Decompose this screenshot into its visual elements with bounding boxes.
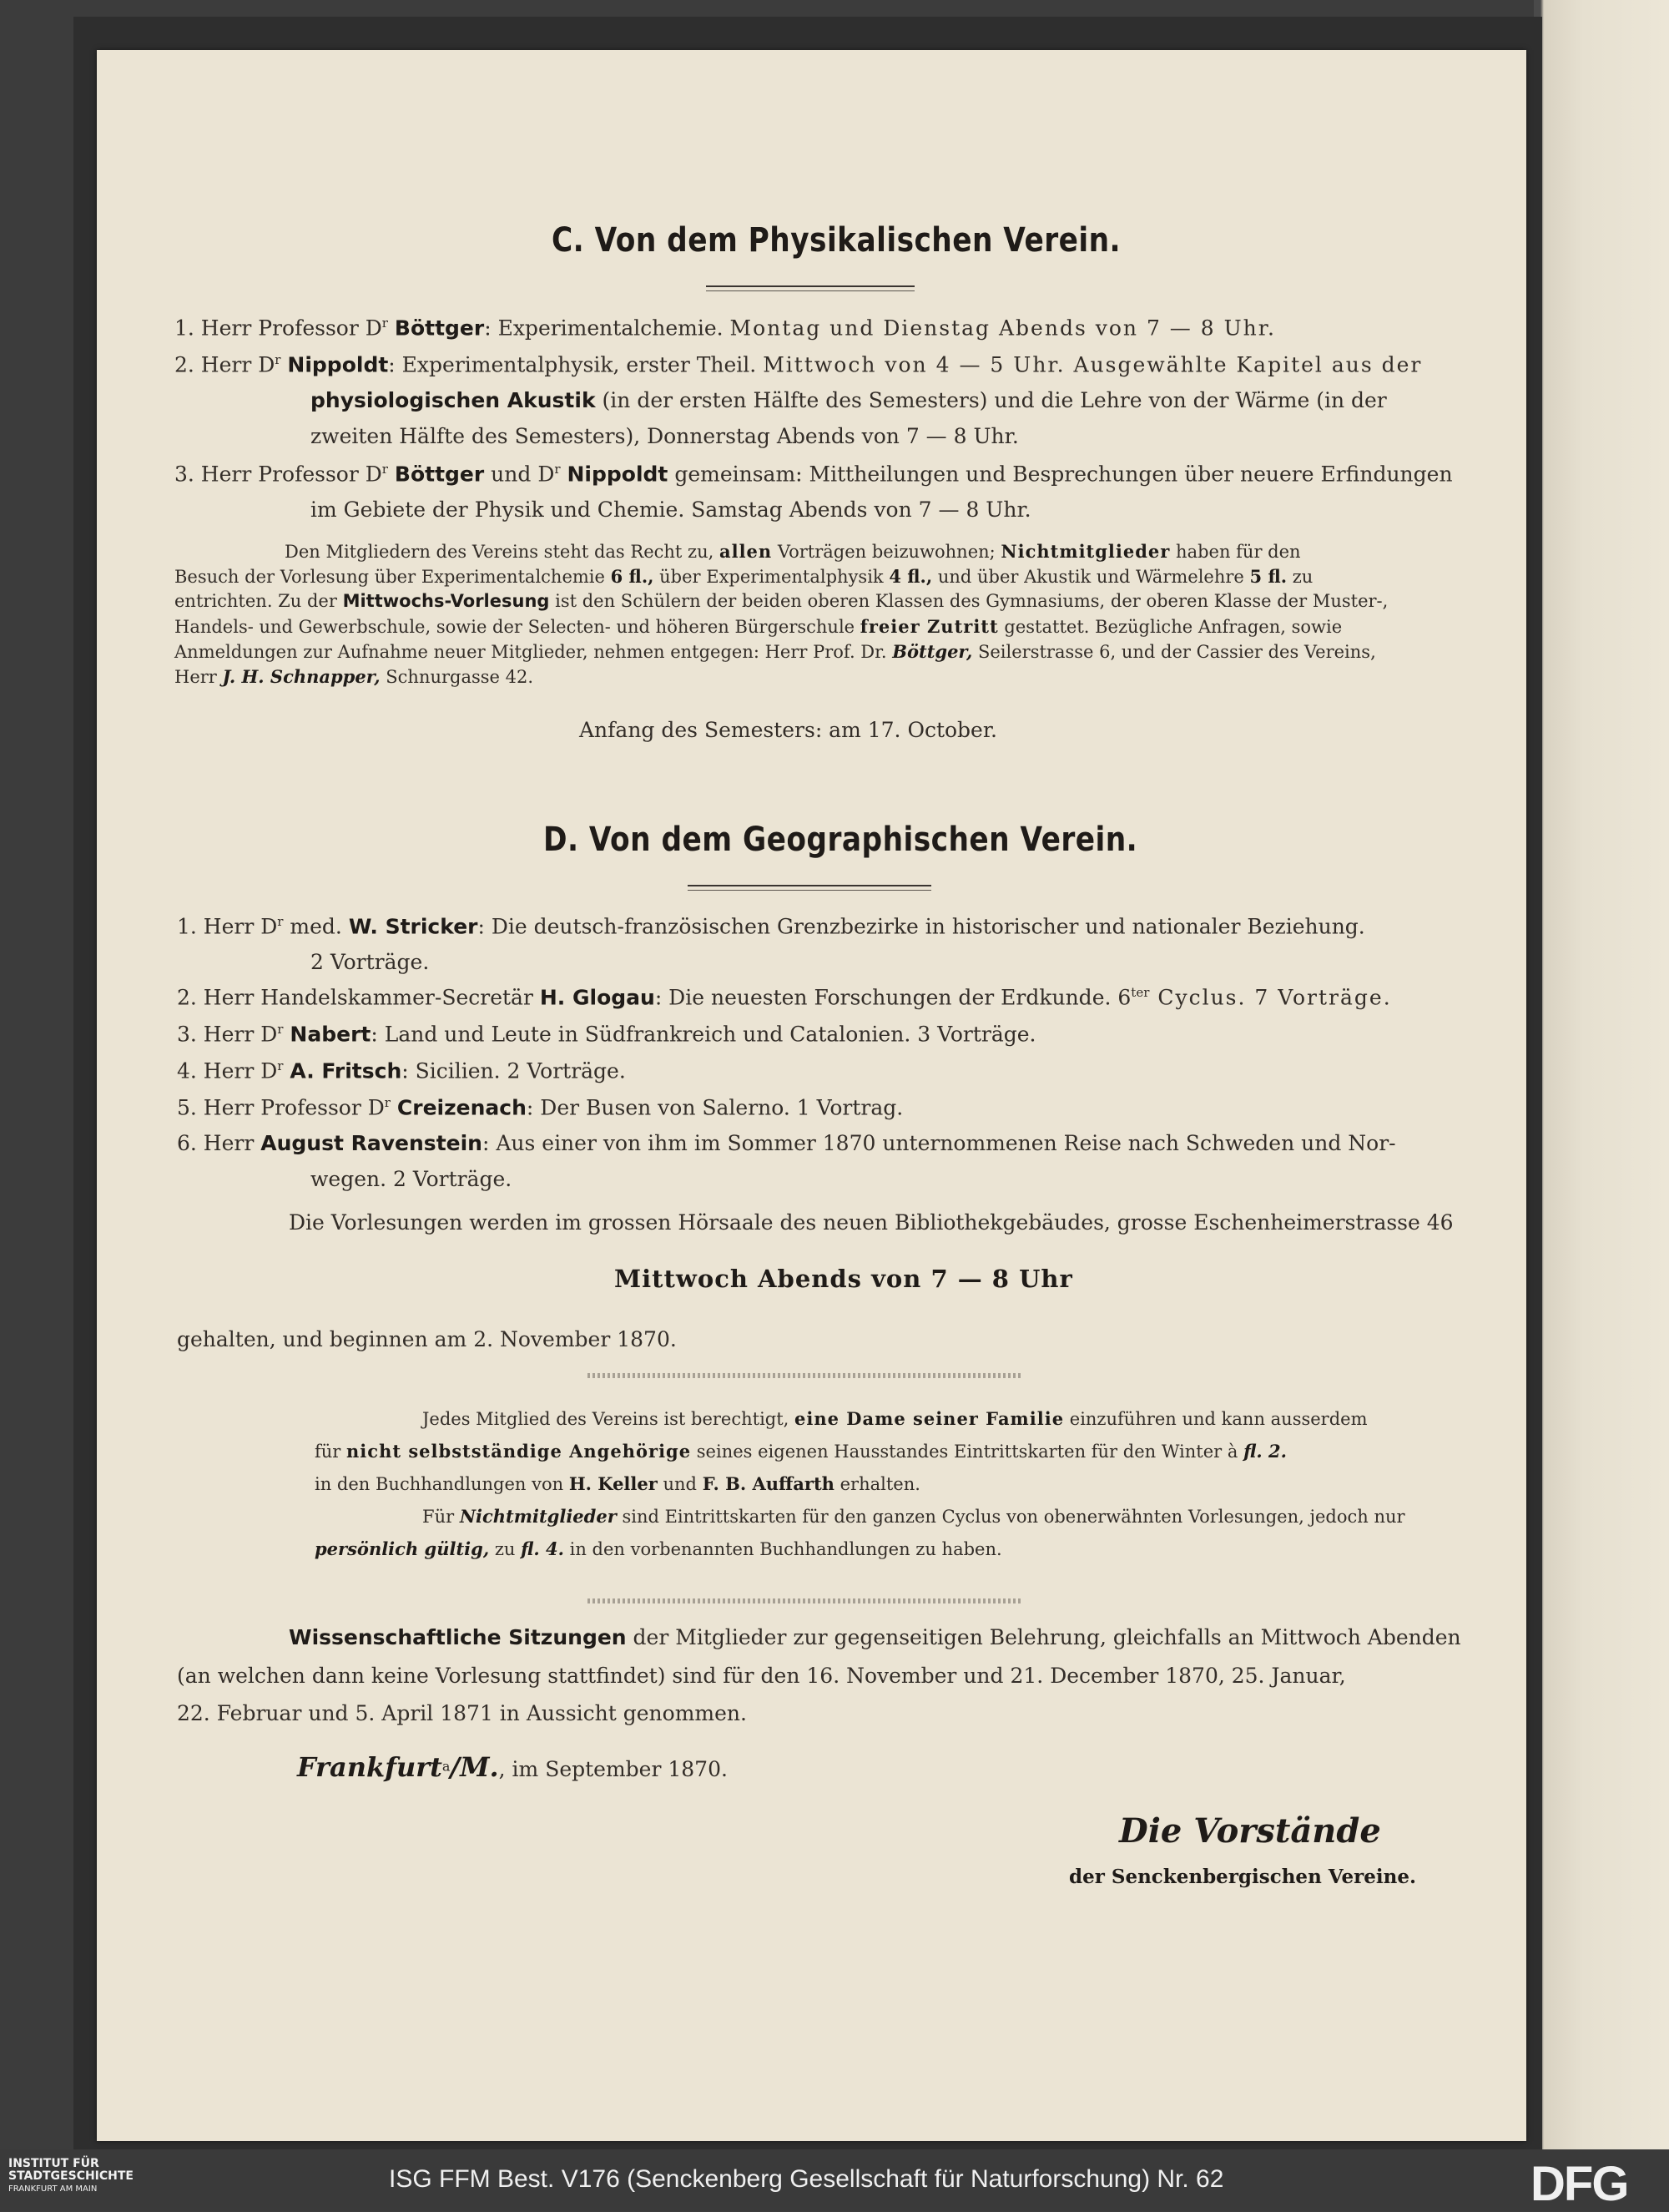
notice-line: für nicht selbstständige Angehörige seines eigenen Hausstandes Eintrittskarten für den Winter à fl. 2. xyxy=(315,1441,1287,1462)
semester-start: Anfang des Semesters: am 17. October. xyxy=(579,718,997,742)
notice-line: persönlich gültig, zu fl. 4. in den vorbenannten Buchhandlungen zu haben. xyxy=(315,1538,1002,1559)
adjacent-page-edge xyxy=(1534,0,1669,2149)
lecture-start: gehalten, und beginnen am 2. November 1870. xyxy=(177,1327,677,1351)
list-item: 1. Herr Professor $D^r$ Böttger: Experimentalchemie. Montag und Dienstag Abends von 7 — 8 Uhr. xyxy=(174,316,1276,341)
list-item: 3. Herr Professor $D^r$ Böttger und $D^r$ Nippoldt gemeinsam: Mittheilungen und Besprechungen über neuere Erfindungen xyxy=(174,462,1453,487)
signature-title: Die Vorstände xyxy=(1119,1811,1381,1851)
title-rule xyxy=(688,885,931,886)
notice-line: Herr J. H. Schnapper, Schnurgasse 42. xyxy=(174,666,534,687)
signature-sub: der Senckenbergischen Vereine. xyxy=(1069,1866,1417,1888)
list-item: 1. Herr $D^r$ med. W. Stricker: Die deutsch-französischen Grenzbezirke in historischer und nationaler Beziehung. xyxy=(177,914,1365,939)
title-rule xyxy=(688,890,931,891)
section-c-title: C. Von dem Physikalischen Verein. xyxy=(552,221,1122,260)
list-item: 2. Herr Handelskammer-Secretär H. Glogau: Die neuesten Forschungen der Erdkunde. $6^{ter}$ Cyclus. 7 Vorträge. xyxy=(177,985,1392,1010)
institute-logo: INSTITUT FÜR STADTGESCHICHTE FRANKFURT AM MAIN xyxy=(8,2157,134,2194)
list-item: 2. Herr $D^r$ Nippoldt: Experimentalphysik, erster Theil. Mittwoch von 4 — 5 Uhr. Ausgewählte Kapitel aus der xyxy=(174,352,1423,377)
list-item-continuation: zweiten Hälfte des Semesters), Donnerstag Abends von 7 — 8 Uhr. xyxy=(310,424,1019,448)
list-item: 4. Herr $D^r$ A. Fritsch: Sicilien. 2 Vorträge. xyxy=(177,1058,626,1083)
title-rule xyxy=(706,285,915,287)
list-item-continuation: 2 Vorträge. xyxy=(310,950,430,974)
footer-caption: ISG FFM Best. V176 (Senckenberg Gesellschaft für Naturforschung) Nr. 62 xyxy=(389,2165,1224,2193)
wavy-divider xyxy=(585,1598,1023,1603)
lecture-time: Mittwoch Abends von 7 — 8 Uhr xyxy=(614,1265,1073,1293)
notice-line: Handels- und Gewerbschule, sowie der Selecten- und höheren Bürgerschule freier Zutritt gestattet. Bezügliche Anfragen, sowie xyxy=(174,616,1343,637)
list-item-continuation: wegen. 2 Vorträge. xyxy=(310,1167,512,1191)
sessions-line: (an welchen dann keine Vorlesung stattfindet) sind für den 16. November und 21. December 1870, 25. Januar, xyxy=(177,1664,1346,1688)
wavy-divider xyxy=(585,1373,1023,1378)
section-d-title: D. Von dem Geographischen Verein. xyxy=(543,821,1138,859)
list-item: 3. Herr $D^r$ Nabert: Land und Leute in Südfrankreich und Catalonien. 3 Vorträge. xyxy=(177,1022,1036,1047)
list-item-continuation: physiologischen Akustik (in der ersten Hälfte des Semesters) und die Lehre von der Wärme (in der xyxy=(310,388,1387,412)
notice-line: Anmeldungen zur Aufnahme neuer Mitglieder, nehmen entgegen: Herr Prof. Dr. Böttger, Seilerstrasse 6, und der Cassier des Vereins, xyxy=(174,641,1376,662)
title-rule xyxy=(706,290,915,291)
notice-line: Den Mitgliedern des Vereins steht das Recht zu, allen Vorträgen beizuwohnen; Nichtmitglieder haben für den xyxy=(285,541,1301,562)
sessions-line: Wissenschaftliche Sitzungen der Mitglieder zur gegenseitigen Belehrung, gleichfalls an Mittwoch Abenden xyxy=(289,1625,1461,1649)
sessions-line: 22. Februar und 5. April 1871 in Aussicht genommen. xyxy=(177,1701,747,1725)
list-item: 6. Herr August Ravenstein: Aus einer von ihm im Sommer 1870 unternommenen Reise nach Schweden und Nor- xyxy=(177,1131,1396,1155)
notice-line: Für Nichtmitglieder sind Eintrittskarten für den ganzen Cyclus von obenerwähnten Vorlesungen, jedoch nur xyxy=(422,1506,1405,1527)
list-item-continuation: im Gebiete der Physik und Chemie. Samstag Abends von 7 — 8 Uhr. xyxy=(310,497,1031,522)
place-date: Frankfurt$^a$/M., im September 1870. xyxy=(297,1751,728,1783)
dfg-logo: DFG xyxy=(1530,2157,1628,2211)
lecture-place: Die Vorlesungen werden im grossen Hörsaale des neuen Bibliothekgebäudes, grosse Eschenheimerstrasse 46 xyxy=(289,1210,1454,1235)
notice-line: entrichten. Zu der Mittwochs-Vorlesung ist den Schülern der beiden oberen Klassen des Gymnasiums, der oberen Klasse der Muster-, xyxy=(174,591,1389,611)
document-page xyxy=(97,50,1526,2141)
notice-line: Jedes Mitglied des Vereins ist berechtigt, eine Dame seiner Familie einzuführen und kann ausserdem xyxy=(422,1408,1368,1429)
notice-line: in den Buchhandlungen von H. Keller und F. B. Auffarth erhalten. xyxy=(315,1473,920,1494)
list-item: 5. Herr Professor $D^r$ Creizenach: Der Busen von Salerno. 1 Vortrag. xyxy=(177,1095,904,1120)
notice-line: Besuch der Vorlesung über Experimentalchemie 6 fl., über Experimentalphysik 4 fl., und über Akustik und Wärmelehre 5 fl. zu xyxy=(174,566,1314,587)
